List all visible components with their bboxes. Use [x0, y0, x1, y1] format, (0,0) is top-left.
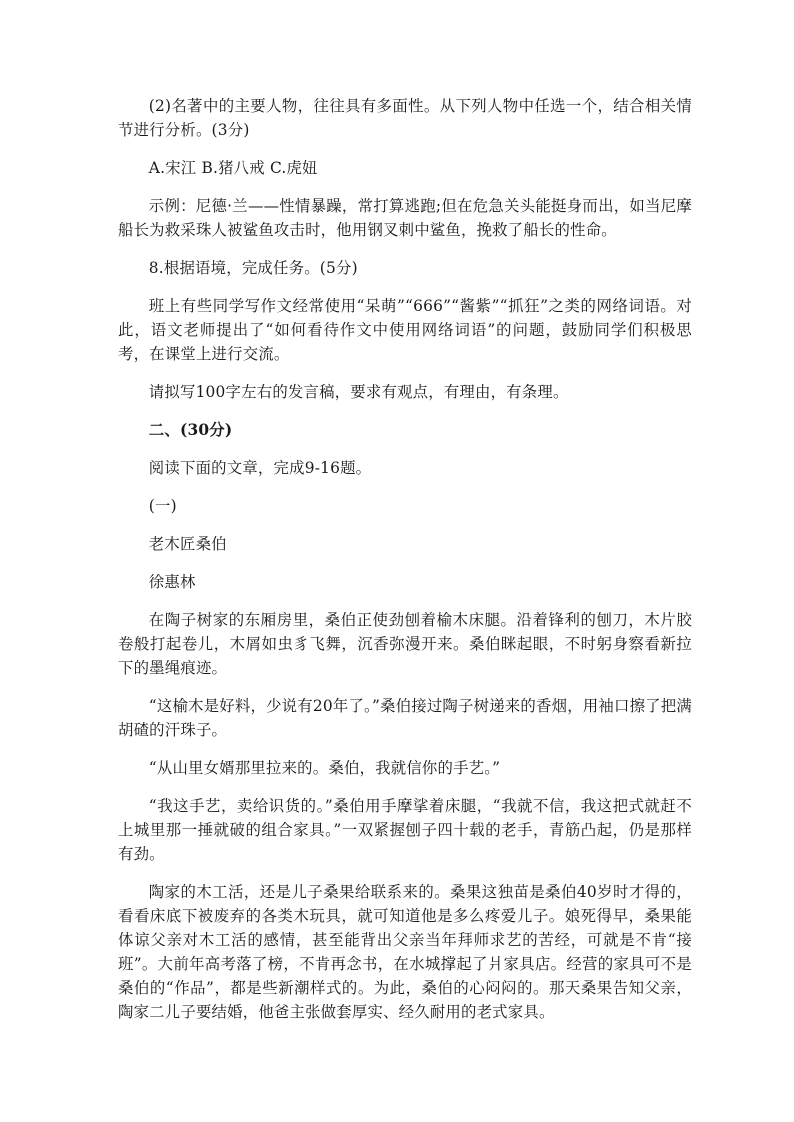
- passage-paragraph: 在陶子树家的东厢房里，桑伯正使劲刨着榆木床腿。沿着锋利的刨刀，木片胶卷般打起卷儿，木屑如虫豸飞舞，沉香弥漫开来。桑伯眯起眼，不时躬身察看新拉下的墨绳痕迹。: [118, 611, 692, 677]
- question-8-context: 班上有些同学写作文经常使用“呆萌”“666”“酱紫”“抓狂”之类的网络词语。对此，语文老师提出了“如何看待作文中使用网络词语”的问题，鼓励同学们积极思考，在课堂上进行交流。: [118, 297, 692, 363]
- reading-instruction: 阅读下面的文章，完成9-16题。: [148, 459, 372, 477]
- section-2-heading: 二、(30分): [148, 421, 233, 439]
- passage-title: 老木匠桑伯: [148, 535, 227, 553]
- passage-author: 徐惠林: [148, 573, 196, 591]
- passage-paragraph: “我这手艺，卖给识货的。”桑伯用手摩挲着床腿，“我就不信，我这把式就赶不上城里那一捶就破的组合家具。”一双紧握刨子四十载的老手，青筋凸起，仍是那样有劲。: [118, 797, 692, 863]
- character-options: A.宋江 B.猪八戒 C.虎妞: [148, 159, 318, 177]
- passage-paragraph: 陶家的木工活，还是儿子桑果给联系来的。桑果这独苗是桑伯40岁时才得的，看看床底下被废弃的各类木玩具，就可知道他是多么疼爱儿子。娘死得早，桑果能体谅父亲对木工活的感情，甚至能背出父亲当年拜师求艺的苦经，可就是不肯“接班”。大前年高考落了榜，不肯再念书，在水城撑起了爿家具店。经营的家具可不是桑伯的“作品”，都是些新潮样式的。为此，桑伯的心闷闷的。那天桑果告知父亲，陶家二儿子要结婚，他爸主张做套厚实、经久耐用的老式家具。: [118, 883, 692, 1021]
- passage-paragraph: “从山里女婿那里拉来的。桑伯，我就信你的手艺。”: [148, 759, 501, 777]
- document-body: [118, 94, 692, 1038]
- question-7-2-prompt: (2)名著中的主要人物，往往具有多面性。从下列人物中任选一个，结合相关情节进行分析。(3分): [118, 97, 692, 139]
- example-answer: 示例：尼德·兰——性情暴躁，常打算逃跑;但在危急关头能挺身而出，如当尼摩船长为救采珠人被鲨鱼攻击时，他用钢叉刺中鲨鱼，挽救了船长的性命。: [118, 197, 692, 239]
- question-8-task: 请拟写100字左右的发言稿，要求有观点，有理由，有条理。: [148, 383, 569, 401]
- passage-paragraph: “这榆木是好料，少说有20年了。”桑伯接过陶子树递来的香烟，用袖口擦了把满胡碴的汗珠子。: [118, 697, 692, 739]
- question-8-heading: 8.根据语境，完成任务。(5分): [148, 259, 358, 277]
- passage-number: (一): [148, 497, 177, 515]
